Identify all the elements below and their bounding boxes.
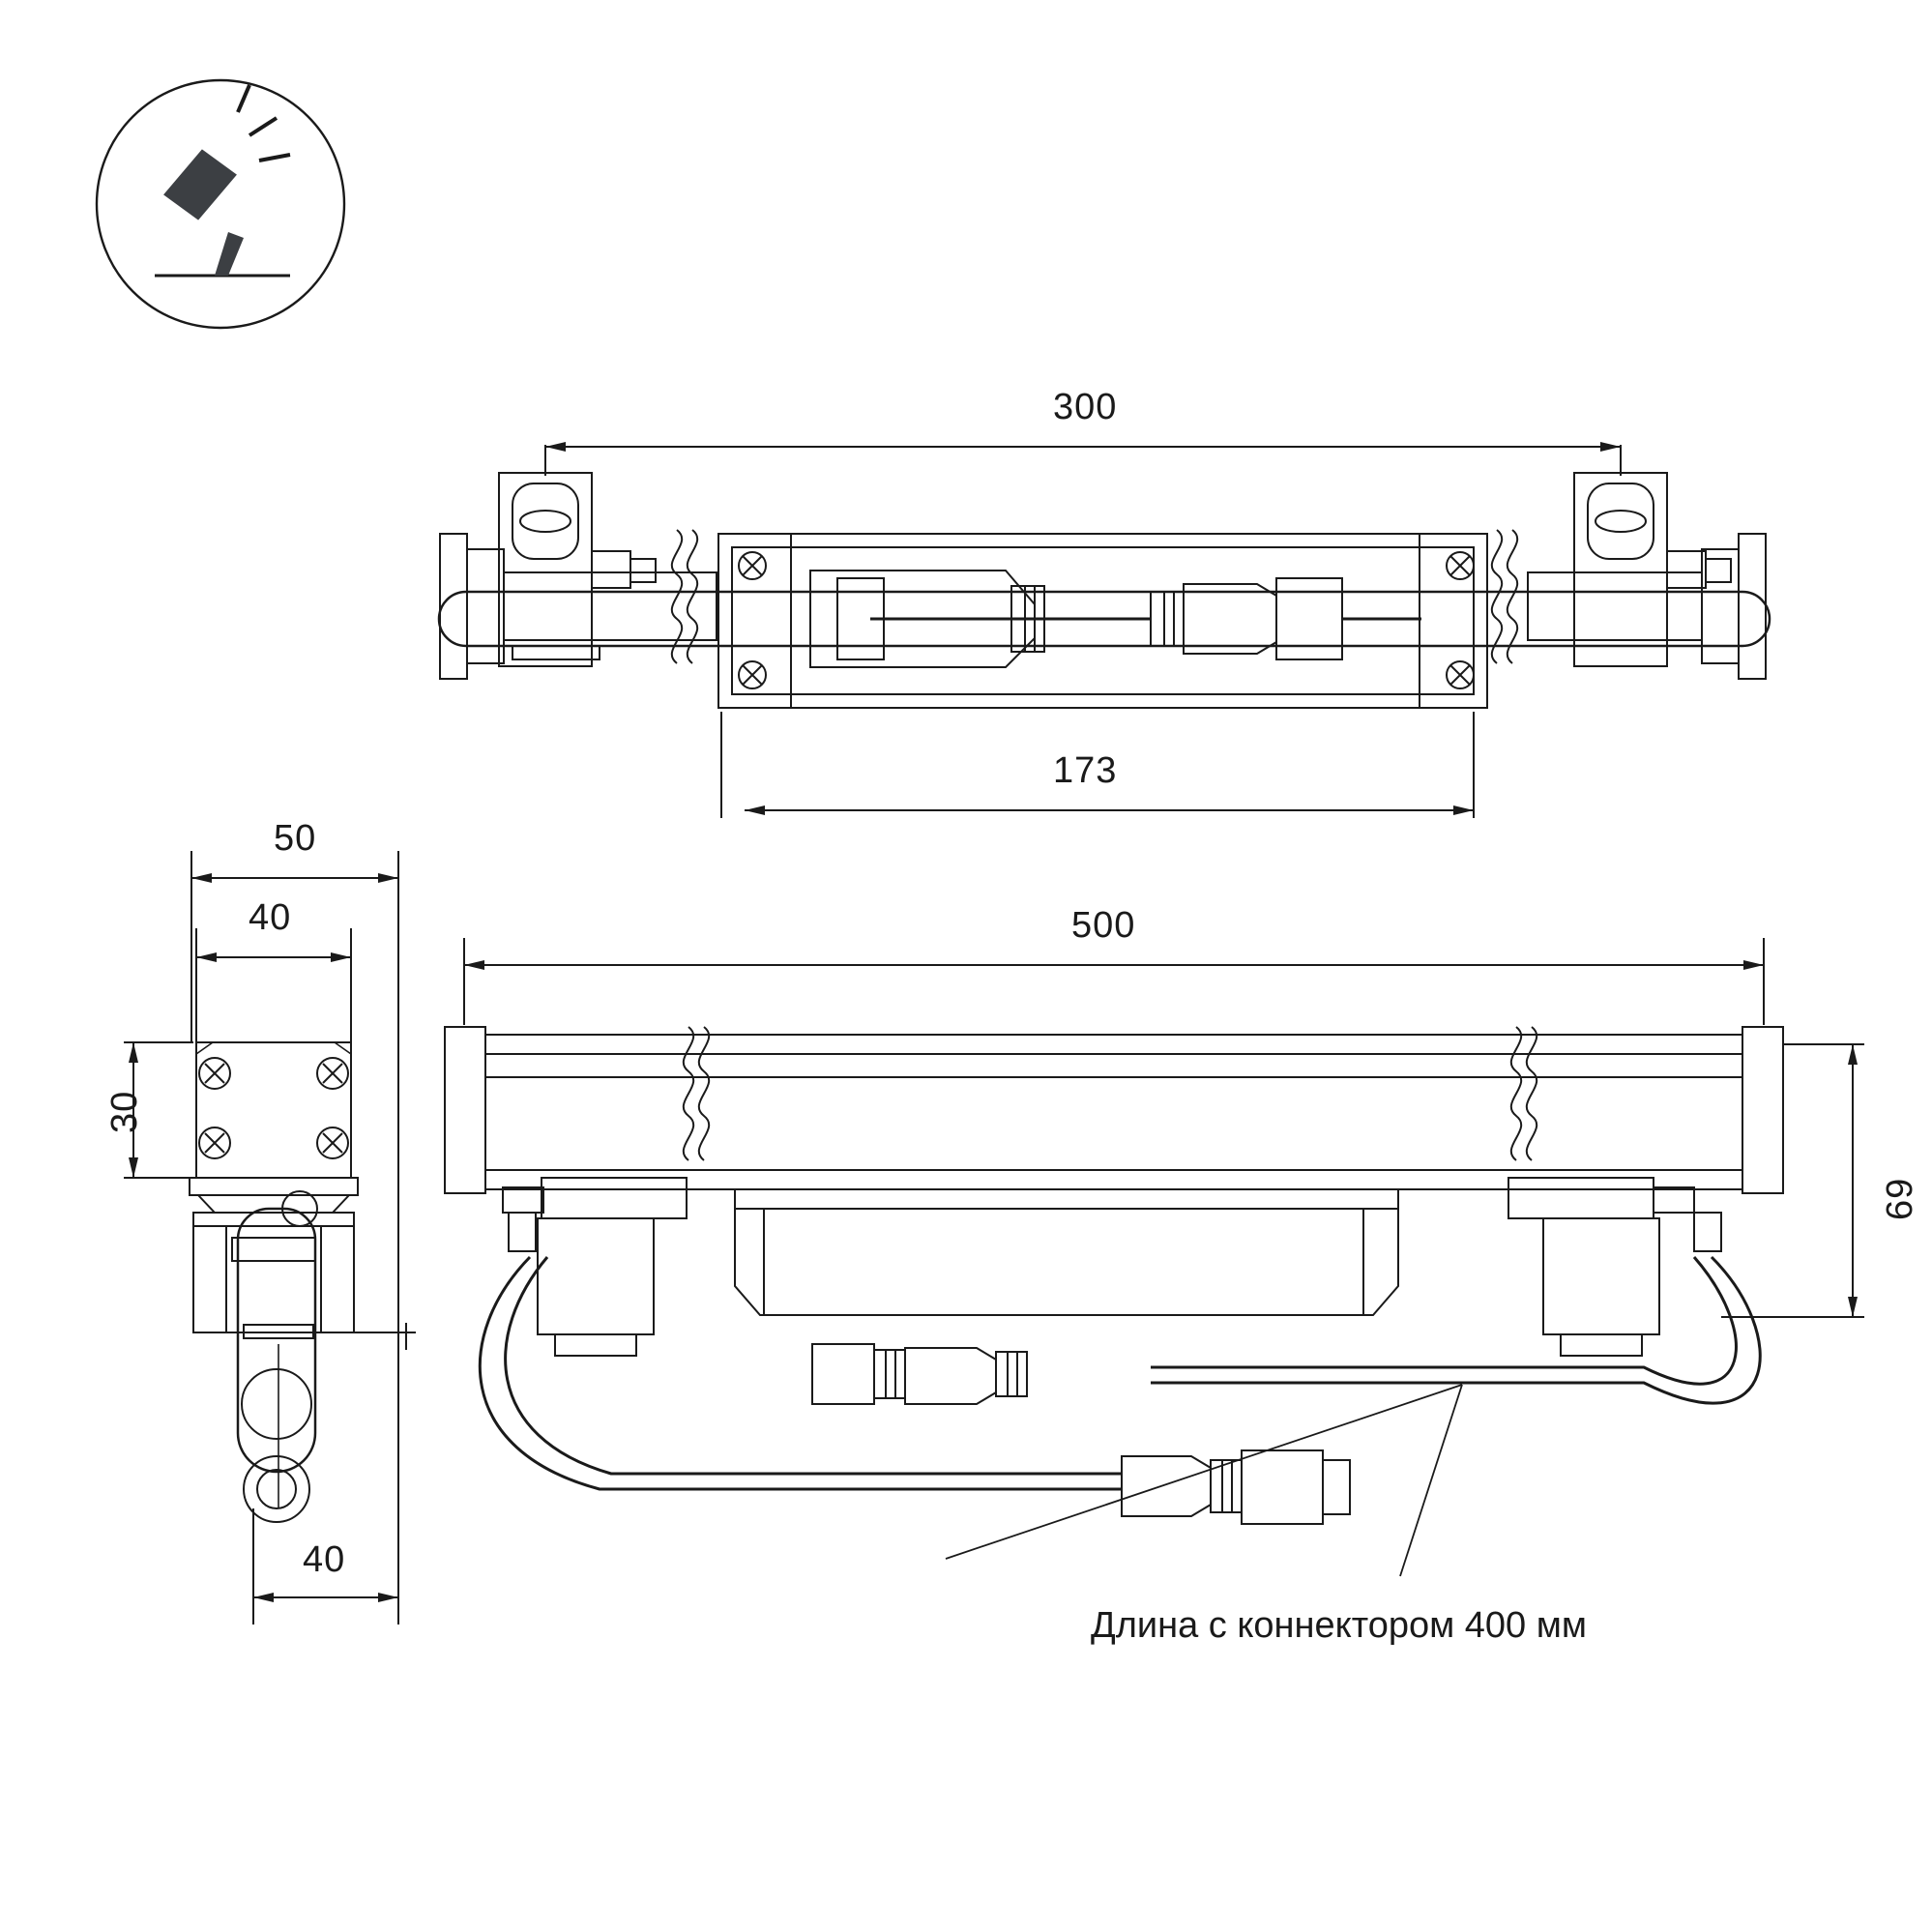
dim-label-40-bottom: 40 [303, 1539, 346, 1580]
dim-label-173: 173 [1053, 750, 1118, 791]
end-view-assembly [190, 1042, 416, 1522]
side-view-assembly [445, 1027, 1783, 1576]
dim-label-40-top: 40 [249, 897, 292, 938]
dim-500 [464, 938, 1764, 1025]
top-view-assembly [439, 473, 1770, 708]
dim-label-50: 50 [274, 818, 317, 859]
floodlight-mount-icon [97, 80, 344, 328]
dim-label-500: 500 [1071, 905, 1136, 946]
dim-300 [545, 445, 1621, 476]
dim-40-top [196, 928, 351, 1042]
dim-label-69: 69 [1880, 1177, 1920, 1220]
dim-label-30: 30 [104, 1090, 145, 1133]
cable-length-note: Длина с коннектором 400 мм [1091, 1605, 1587, 1646]
dim-label-300: 300 [1053, 387, 1118, 427]
